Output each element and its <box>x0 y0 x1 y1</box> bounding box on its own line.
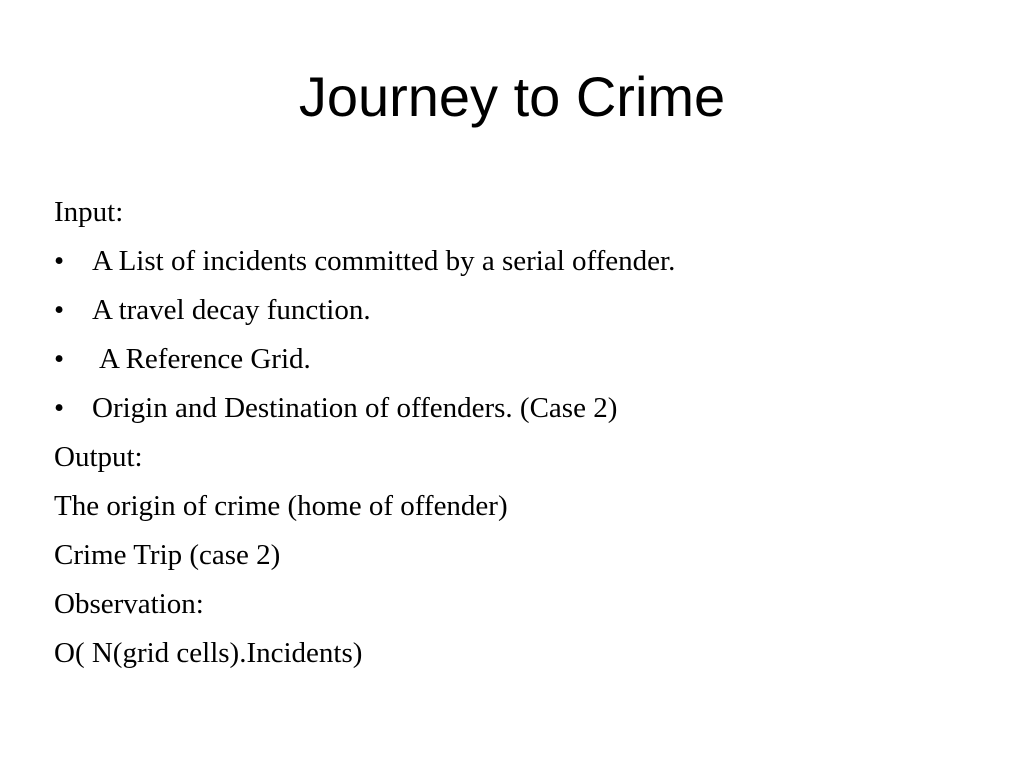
bullet-text: A travel decay function. <box>92 294 371 326</box>
body-line <box>54 531 994 580</box>
bullet-text: A List of incidents committed by a serial offender. <box>92 245 676 277</box>
body-text: Crime Trip (case 2) <box>54 539 281 571</box>
section-label-observation <box>54 580 994 629</box>
slide-title: Journey to Crime <box>298 65 726 128</box>
bullet-icon: • <box>54 392 65 424</box>
bullet-text: A Reference Grid. <box>99 343 311 375</box>
bullet-item <box>54 286 994 335</box>
section-label-output <box>54 433 994 482</box>
section-label-text: Observation: <box>54 588 204 620</box>
body-line <box>54 629 994 678</box>
bullet-item <box>54 335 994 384</box>
body-text: The origin of crime (home of offender) <box>54 490 508 522</box>
bullet-icon: • <box>54 343 65 375</box>
bullet-item <box>54 384 994 433</box>
body-text: O( N(grid cells).Incidents) <box>54 637 363 669</box>
section-label-text: Output: <box>54 441 143 473</box>
body-line <box>54 482 994 531</box>
bullet-item <box>54 237 994 286</box>
bullet-icon: • <box>54 294 65 326</box>
section-label-text: Input: <box>54 196 124 228</box>
slide-body <box>54 188 994 678</box>
section-label-input <box>54 188 994 237</box>
bullet-icon: • <box>54 245 65 277</box>
bullet-text: Origin and Destination of offenders. (Case 2) <box>92 392 618 424</box>
